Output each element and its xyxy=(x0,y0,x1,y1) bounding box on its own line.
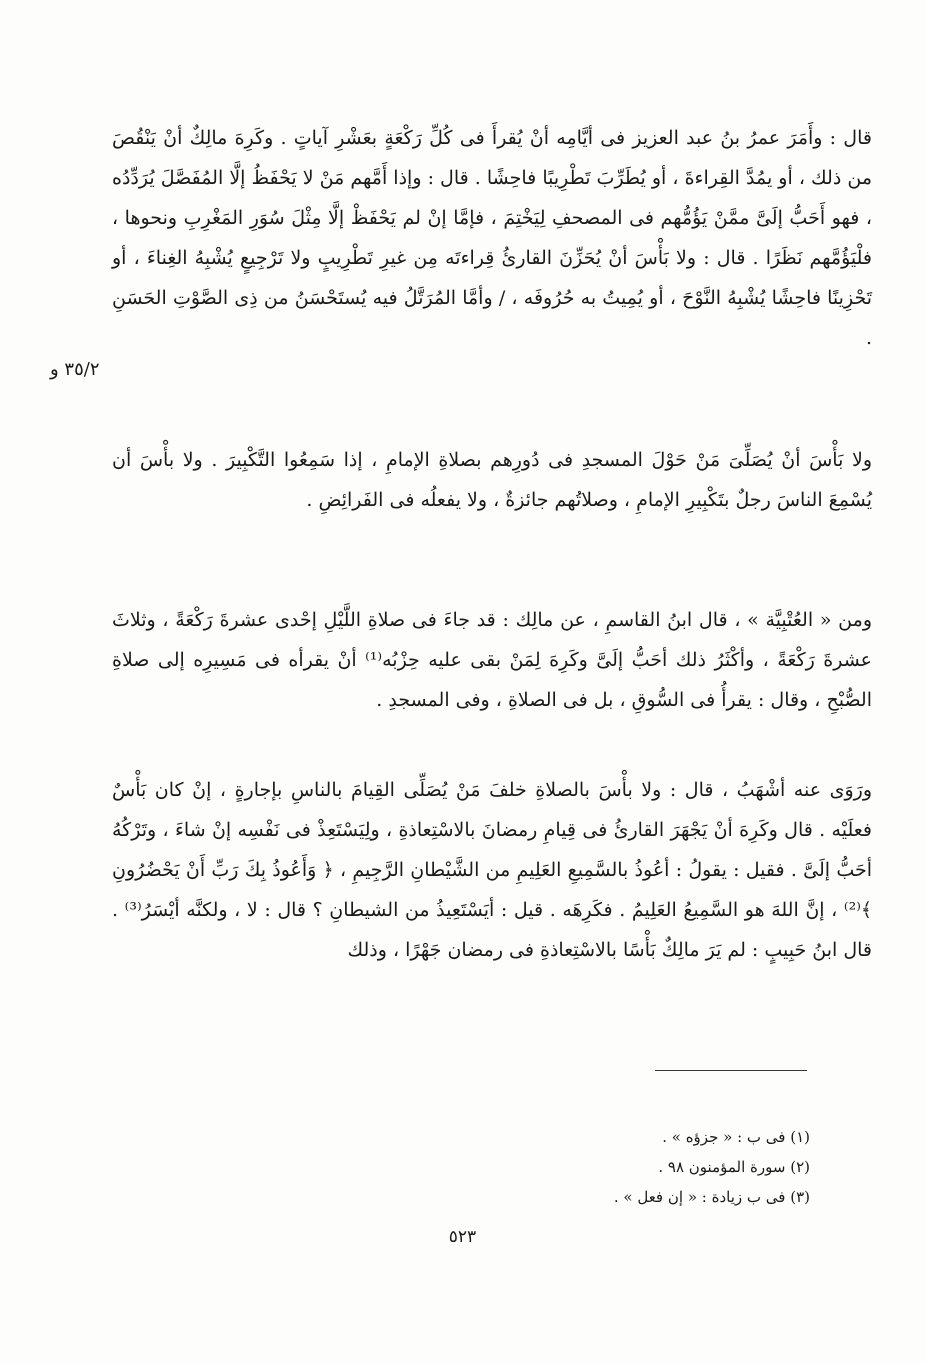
body-paragraph-4: ورَوَى عنه أشْهَبُ ، قال : ولا بأْسَ بالصلاةِ خلفَ مَنْ يُصَلِّى القِيامَ بالناسِ بإجارةٍ ، إنْ كان بَأْسٌ فعلَيْه . قال وكَرِهَ أنْ يَجْهَرَ القارئُ فى قِيامِ رمضانَ بالاسْتِعاذةِ ، ولِيَسْتَعِذْ فى نَفْسِه إنْ شاءَ ، وتَرْكُهُ أحَبُّ إلَىَّ . فقيل : يقولُ : أعُوذُ بالسَّمِيعِ العَلِيمِ من الشَّيْطانِ الرَّجِيمِ ، ﴿ وَأَعُوذُ بِكَ رَبِّ أَنْ يَحْضُرُونِ ﴾⁽²⁾ ، إنَّ اللهَ هو السَّمِيعُ العَلِيمُ . فكَرِهَه . قيل : أيَسْتَعِيذُ من الشيطانِ ؟ قال : لا ، ولكنَّه أيْسَرُ⁽³⁾ . قال ابنُ حَبِيبٍ : لم يَرَ مالِكٌ بَأْسًا بالاسْتِعاذةِ فى رمضان جَهْرًا ، وذلك xyxy=(112,779,872,961)
footnotes-list xyxy=(614,1122,810,1212)
body-paragraph-2: ولا بَأْسَ أنْ يُصَلِّىَ مَنْ حَوْلَ المسجدِ فى دُورِهم بصلاةِ الإمامِ ، إذا سَمِعُوا التَّكْبِيرَ . ولا بأْسَ أن يُسْمِعَ الناسَ رجلٌ بتَكْبِيرِ الإمامِ ، وصلاتُهم جائزةٌ ، ولا يفعلُه فى الفَرائِضِ . xyxy=(112,449,872,511)
footnote-2: (٢) سورة المؤمنون ٩٨ . xyxy=(658,1158,810,1176)
body-paragraph-1: قال : وأَمَرَ عمرُ بنُ عبد العزيز فى أيَّامِه أنْ يُقرأَ فى كُلِّ رَكْعَةٍ بعَشْرِ آياتٍ . وكَرِهَ مالِكٌ أنْ يَنْقُصَ من ذلك ، أو يمُدَّ القِراءةَ ، أو يُطَرِّبَ تَطْرِيبًا فاحِشًا . قال : وإذا أَمَّهم مَنْ لا يَحْفَظُ إلَّا المُفَصَّلَ يُرَدِّدُه ، فهو أَحَبُّ إلَىَّ ممَّنْ يَؤُمُّهم فى المصحفِ لِيَخْتِمَ ، فإمَّا إنْ لم يَحْفَظْ إلَّا مِثْلَ سُوَرِ المَغْرِبِ ونحوها ، فلْيَؤُمَّهم نَظَرًا . قال : ولا بَأْسَ أنْ يُحَزِّنَ القارئُ قِراءتَه مِن غيرِ تَطْرِيبٍ ولا تَرْجِيعٍ يُشْبِهُ الغِناءَ ، أو تَحْزِينًا فاحِشًا يُشْبِهُ النَّوْحَ ، أو يُمِيتُ به حُرُوفَه ، / وأمَّا المُرَتَّلُ فيه يُستَحْسَنُ من ذِى الصَّوْتِ الحَسَنِ . xyxy=(112,127,872,349)
page-number: ٥٢٣ xyxy=(448,1227,477,1247)
footnote-1: (١) فى ب : « جزؤه » . xyxy=(662,1128,810,1146)
footnote-separator xyxy=(655,1070,807,1071)
footnote-3: (٣) فى ب زيادة : « إن فعل » . xyxy=(613,1188,810,1206)
manuscript-folio-marker: ٣٥/٢ و xyxy=(50,359,100,380)
body-paragraph-3: ومن « العُتْبِيَّة » ، قال ابنُ القاسمِ ، عن مالِك : قد جاءَ فى صلاةِ اللَّيْلِ إحْدى عشرةَ رَكْعَةً ، وثلاثَ عشرةَ رَكْعَةً ، وأكْثَرُ ذلك أحَبُّ إلَىَّ وكَرِهَ لِمَنْ بقى عليه حِزْبُه⁽¹⁾ أنْ يقرأه فى مَسِيرِه إلى صلاةِ الصُّبْحِ ، وقال : يقرأُ فى السُّوقِ ، بل فى الصلاةِ ، وفى المسجدِ . xyxy=(112,609,872,711)
